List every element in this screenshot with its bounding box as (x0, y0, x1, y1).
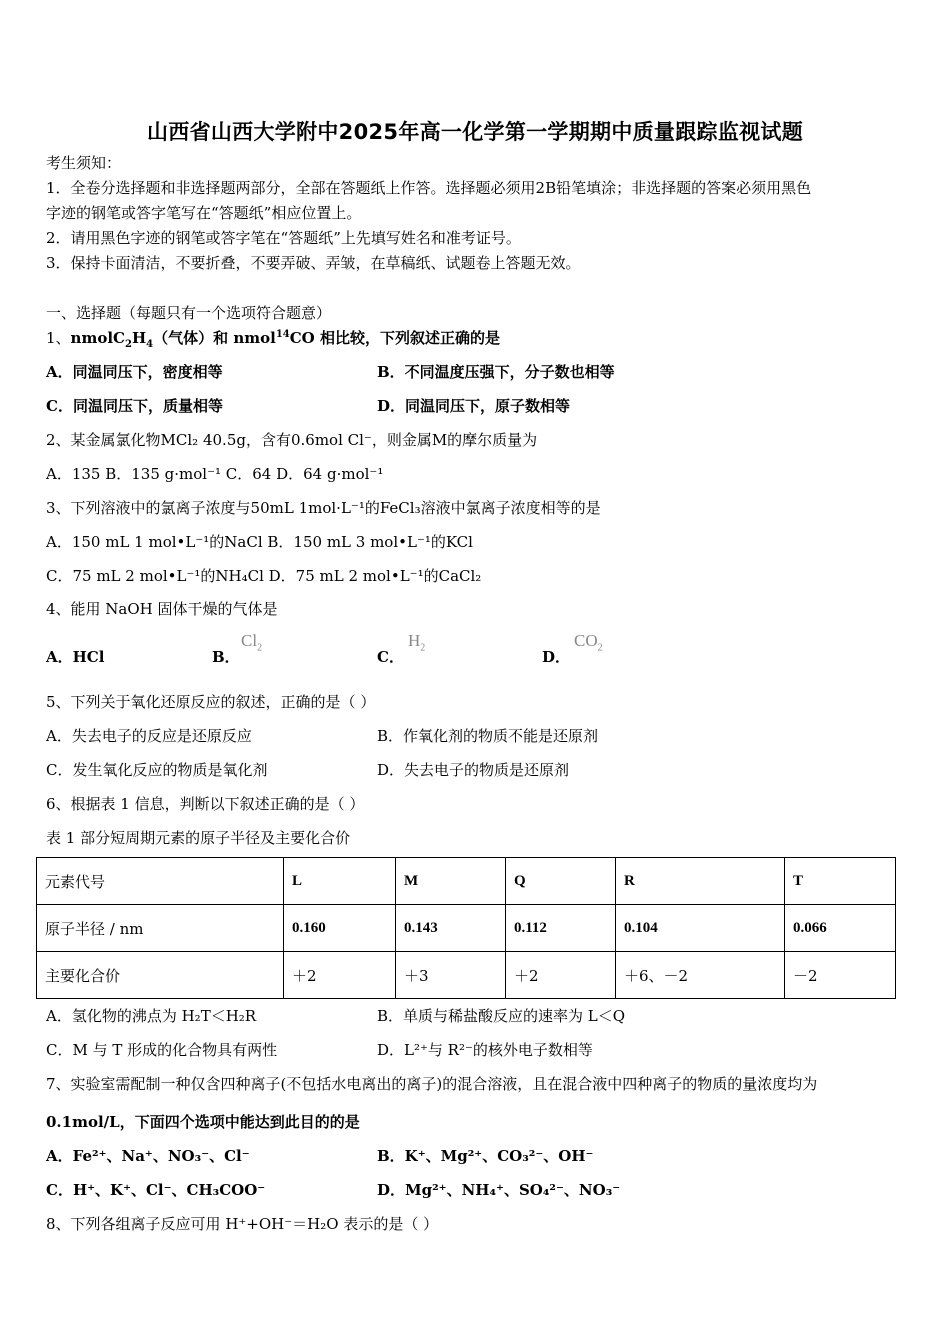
formula-cl2: $Cl_2$ (241, 631, 263, 654)
element-table (36, 857, 896, 999)
question-4: 4、能用 NaOH 固体干燥的气体是 (46, 600, 278, 618)
table-caption: 表 1 部分短周期元素的原子半径及主要化合价 (46, 829, 351, 847)
formula-h2: $H_2$ (408, 631, 426, 654)
question-3-options-cd: C．75 mL 2 mol•L⁻¹的NH₄Cl D．75 mL 2 mol•L⁻¹的CaCl₂ (46, 567, 482, 585)
question-3: 3、下列溶液中的氯离子浓度与50mL 1mol·L⁻¹的FeCl₃溶液中氯离子浓度相等的是 (46, 499, 601, 517)
option-c: C．发生氧化反应的物质是氧化剂 (46, 761, 268, 779)
table-cell: 0.143 (396, 905, 506, 952)
option-b: B． (212, 648, 240, 666)
notice-line: 3．保持卡面清洁，不要折叠，不要弄破、弄皱，在草稿纸、试题卷上答题无效。 (46, 254, 581, 272)
table-cell: M (396, 858, 506, 905)
table-row (37, 858, 896, 905)
option-a: A．失去电子的反应是还原反应 (46, 727, 252, 745)
page-title: 山西省山西大学附中2025年高一化学第一学期期中质量跟踪监视试题 (146, 120, 804, 144)
notice-line: 2．请用黑色字迹的钢笔或答字笔在“答题纸”上先填写姓名和准考证号。 (46, 229, 521, 247)
table-cell: 元素代号 (37, 858, 284, 905)
question-1: 1、$nmolC_2H_4$（气体）和 nmol$^{14}$CO 相比较，下列叙述正确的是 (46, 329, 500, 350)
table-cell: ＋3 (396, 952, 506, 999)
option-c: C．同温同压下，质量相等 (46, 397, 223, 415)
table-cell: Q (506, 858, 616, 905)
formula-co2: $CO_2$ (574, 631, 603, 654)
option-d: D．同温同压下，原子数相等 (377, 397, 571, 415)
option-d: D．L²⁺与 R²⁻的核外电子数相等 (377, 1041, 593, 1059)
table-cell: ＋2 (506, 952, 616, 999)
table-cell: T (785, 858, 896, 905)
option-b: B．不同温度压强下，分子数也相等 (377, 363, 615, 381)
option-a: A．HCl (46, 648, 105, 666)
option-a: A．同温同压下，密度相等 (46, 363, 223, 381)
option-b: B．作氧化剂的物质不能是还原剂 (377, 727, 599, 745)
table-cell: 主要化合价 (37, 952, 284, 999)
question-2-options: A．135 B．135 g·mol⁻¹ C．64 D．64 g·mol⁻¹ (46, 465, 384, 483)
table-row (37, 952, 896, 999)
option-d: D．失去电子的物质是还原剂 (377, 761, 570, 779)
table-cell: 0.066 (785, 905, 896, 952)
option-c: C． (377, 648, 404, 666)
question-2: 2、某金属氯化物MCl₂ 40.5g，含有0.6mol Cl⁻，则金属M的摩尔质量为 (46, 431, 538, 449)
option-b: B．单质与稀盐酸反应的速率为 L＜Q (377, 1007, 626, 1025)
table-cell: R (616, 858, 785, 905)
table-cell: 0.104 (616, 905, 785, 952)
table-cell: 0.160 (284, 905, 396, 952)
question-7: 7、实验室需配制一种仅含四种离子(不包括水电离出的离子)的混合溶液，且在混合液中四种离子的物质的量浓度均为 (46, 1075, 818, 1093)
table-row (37, 905, 896, 952)
notice-line: 字迹的钢笔或答字笔写在“答题纸”相应位置上。 (46, 204, 362, 222)
question-7-cont: 0.1mol/L，下面四个选项中能达到此目的的是 (46, 1113, 360, 1131)
option-b: B．K⁺、Mg²⁺、CO₃²⁻、OH⁻ (377, 1147, 594, 1165)
table-cell: 原子半径 / nm (37, 905, 284, 952)
question-5: 5、下列关于氧化还原反应的叙述，正确的是（ ） (46, 693, 376, 711)
option-a: A．氢化物的沸点为 H₂T＜H₂R (46, 1007, 257, 1025)
question-3-options-ab: A．150 mL 1 mol•L⁻¹的NaCl B．150 mL 3 mol•L⁻¹的KCl (46, 533, 473, 551)
question-6: 6、根据表 1 信息，判断以下叙述正确的是（ ） (46, 795, 365, 813)
option-d: D． (542, 648, 571, 666)
notice-heading: 考生须知： (46, 154, 122, 172)
option-d: D．Mg²⁺、NH₄⁺、SO₄²⁻、NO₃⁻ (377, 1181, 621, 1199)
question-8: 8、下列各组离子反应可用 H⁺+OH⁻＝H₂O 表示的是（ ） (46, 1215, 439, 1233)
option-a: A．Fe²⁺、Na⁺、NO₃⁻、Cl⁻ (46, 1147, 250, 1165)
section-heading: 一、选择题（每题只有一个选项符合题意） (46, 304, 332, 322)
table-cell: ＋6、－2 (616, 952, 785, 999)
option-c: C．M 与 T 形成的化合物具有两性 (46, 1041, 278, 1059)
table-cell: 0.112 (506, 905, 616, 952)
table-cell: ＋2 (284, 952, 396, 999)
notice-line: 1．全卷分选择题和非选择题两部分，全部在答题纸上作答。选择题必须用2B铅笔填涂；非选择题的答案必须用黑色 (46, 179, 812, 197)
table-cell: －2 (785, 952, 896, 999)
table-cell: L (284, 858, 396, 905)
option-c: C．H⁺、K⁺、Cl⁻、CH₃COO⁻ (46, 1181, 266, 1199)
